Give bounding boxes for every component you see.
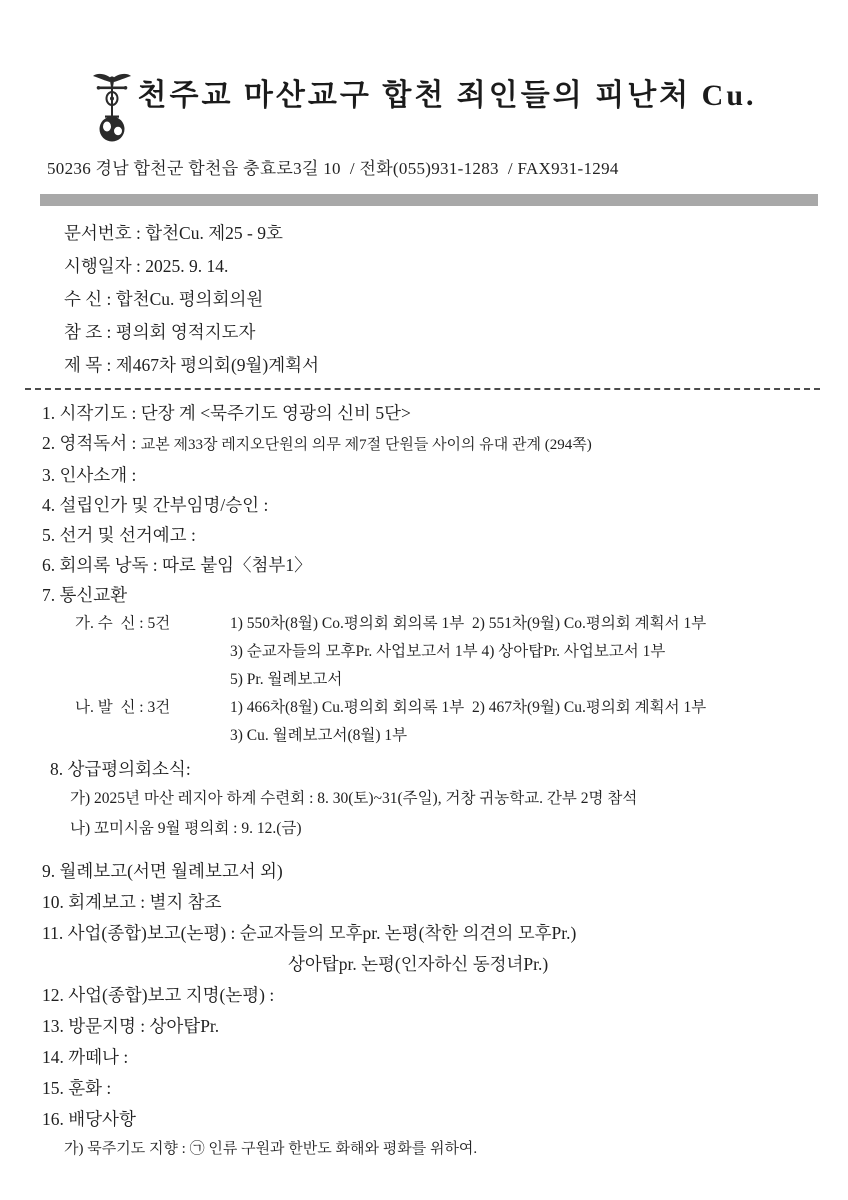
agenda-item-6: 6. 회의록 낭독 : 따로 붙임〈첨부1〉 — [42, 555, 312, 575]
header-divider-bar — [40, 194, 818, 206]
agenda-list — [42, 398, 848, 1163]
agenda-items-9-16 — [42, 856, 848, 1163]
agenda-item-10: 10. 회계보고 : 별지 참조 — [42, 892, 222, 912]
agenda-item-3: 3. 인사소개 : — [42, 465, 137, 485]
agenda-item-7: 7. 통신교환 — [42, 585, 128, 605]
agenda-item-1: 1. 시작기도 : 단장 계 <묵주기도 영광의 신비 5단> — [42, 403, 411, 423]
sent-line-1: 1) 466차(8월) Cu.평의회 회의록 1부 2) 467차(9월) Cu.평의회 계획서 1부 — [230, 699, 707, 716]
sent-label: 나. 발 신 : 3건 — [75, 699, 171, 716]
received-label: 가. 수 신 : 5건 — [75, 615, 171, 632]
doc-date-line: 시행일자 : 2025. 9. 14. — [64, 256, 229, 276]
received-line-1: 1) 550차(8월) Co.평의회 회의록 1부 2) 551차(9월) Co.평의회 계획서 1부 — [230, 615, 707, 632]
agenda-item-13: 13. 방문지명 : 상아탑Pr. — [42, 1016, 220, 1036]
agenda-item-8-section — [42, 754, 848, 844]
received-items — [230, 610, 706, 694]
agenda-item-11: 11. 사업(종합)보고(논평) : 순교자들의 모후pr. 논평(착한 의견의 모후Pr.) — [42, 923, 577, 943]
agenda-item-7-received — [75, 610, 848, 694]
agenda-item-11-continuation: 상아탑pr. 논평(인자하신 동정녀Pr.) — [288, 954, 549, 974]
agenda-item-7-sent — [75, 694, 848, 750]
doc-cc-line: 참 조 : 평의회 영적지도자 — [64, 322, 256, 342]
agenda-item-2 — [42, 428, 848, 460]
agenda-item-16-sub: 가) 묵주기도 지향 : ㉠ 인류 구원과 한반도 화해와 평화를 위하여. — [64, 1141, 478, 1157]
agenda-item-2-detail: 교본 제33장 레지오단원의 의무 제7절 단원들 사이의 유대 관계 (294쪽) — [140, 437, 592, 453]
agenda-item-8-sub-2: 나) 꼬미시움 9월 평의회 : 9. 12.(금) — [70, 820, 302, 837]
sent-items — [230, 694, 706, 750]
agenda-item-8: 8. 상급평의회소식: — [50, 759, 191, 779]
received-line-3: 5) Pr. 월례보고서 — [230, 671, 343, 688]
agenda-item-12: 12. 사업(종합)보고 지명(논평) : — [42, 985, 275, 1005]
received-line-2: 3) 순교자들의 모후Pr. 사업보고서 1부 4) 상아탑Pr. 사업보고서 1부 — [230, 643, 666, 660]
letterhead — [0, 70, 848, 148]
agenda-item-16: 16. 배당사항 — [42, 1109, 136, 1129]
agenda-item-15: 15. 훈화 : — [42, 1078, 112, 1098]
dashed-divider — [25, 388, 820, 390]
agenda-item-2-label: 2. 영적독서 : — [42, 433, 141, 453]
address-line: 50236 경남 합천군 합천읍 충효로3길 10 / 전화(055)931-1283 / FAX931-1294 — [47, 159, 619, 178]
organization-title: 천주교 마산교구 합천 죄인들의 피난처 Cu. — [137, 79, 757, 112]
agenda-item-9: 9. 월례보고(서면 월례보고서 외) — [42, 861, 283, 881]
document-info — [64, 217, 848, 382]
agenda-item-14: 14. 까떼나 : — [42, 1047, 129, 1067]
legion-of-mary-vexillum-icon — [91, 70, 133, 146]
doc-number-line: 문서번호 : 합천Cu. 제25 - 9호 — [64, 223, 283, 243]
sent-line-2: 3) Cu. 월례보고서(8월) 1부 — [230, 727, 408, 744]
doc-recipient-line: 수 신 : 합천Cu. 평의회의원 — [64, 289, 264, 309]
agenda-item-4: 4. 설립인가 및 간부임명/승인 : — [42, 495, 269, 515]
doc-subject-line: 제 목 : 제467차 평의회(9월)계획서 — [64, 355, 319, 375]
agenda-item-8-sub-1: 가) 2025년 마산 레지아 하계 수련회 : 8. 30(토)~31(주일), 거창 귀농학교. 간부 2명 참석 — [70, 790, 638, 807]
agenda-item-5: 5. 선거 및 선거예고 : — [42, 525, 196, 545]
